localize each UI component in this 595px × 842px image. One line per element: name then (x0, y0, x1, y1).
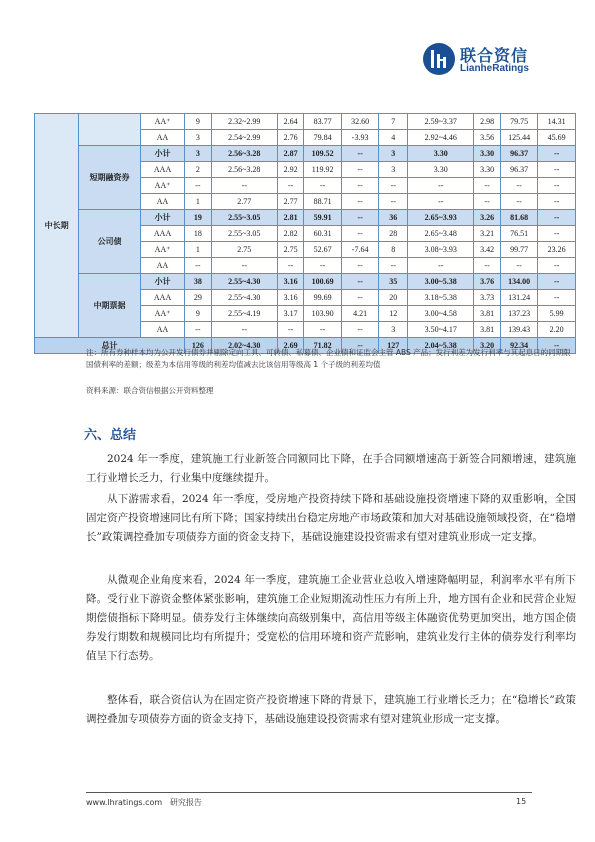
table-cell: 3.26 (474, 210, 500, 226)
table-cell: 23.26 (538, 242, 576, 258)
table-cell: 3 (185, 146, 211, 162)
table-row (35, 114, 576, 130)
table-cell: 52.67 (304, 242, 342, 258)
table-cell: 3 (379, 322, 408, 338)
table-cell: 126 (185, 338, 211, 354)
table-cell: 2.64 (277, 114, 303, 130)
table-cell: 76.51 (500, 226, 538, 242)
table-cell: 2.32~2.99 (211, 114, 277, 130)
table-cell: 3.16 (277, 290, 303, 306)
table-cell: 137.23 (500, 306, 538, 322)
table-cell: -- (304, 322, 342, 338)
rating-cell: 小计 (140, 210, 184, 226)
table-cell: 2.56~3.28 (211, 146, 277, 162)
table-cell: 4.21 (341, 306, 379, 322)
table-cell: 3.30 (474, 146, 500, 162)
table-cell: 8 (379, 242, 408, 258)
table-cell: 2.81 (277, 210, 303, 226)
table-cell: -- (277, 322, 303, 338)
rating-cell: 小计 (140, 146, 184, 162)
total-label: 总计 (35, 338, 185, 354)
table-cell: 2.55~4.30 (211, 290, 277, 306)
table-cell: 9 (185, 306, 211, 322)
table-source: 资料来源：联合资信根据公开资料整理 (86, 386, 214, 395)
table-cell: -- (341, 338, 379, 354)
table-cell: -- (304, 258, 342, 274)
logo-chinese-text: 联合资信 (460, 46, 529, 65)
table-cell: 2.92~4.46 (408, 130, 474, 146)
table-cell: 3 (379, 162, 408, 178)
table-cell: 18 (185, 226, 211, 242)
table-cell: 96.37 (500, 146, 538, 162)
table-cell: 79.75 (500, 114, 538, 130)
table-cell: -- (538, 210, 576, 226)
table-cell: -- (538, 338, 576, 354)
table-cell: 29 (185, 290, 211, 306)
table-cell: 2.55~3.05 (211, 210, 277, 226)
table-cell: 9 (185, 114, 211, 130)
table-cell: 96.37 (500, 162, 538, 178)
table-cell: 2.55~4.19 (211, 306, 277, 322)
bond-issuance-table (34, 113, 576, 354)
table-cell: -- (341, 194, 379, 210)
table-cell: 3.56 (474, 130, 500, 146)
table-cell: -- (341, 258, 379, 274)
table-cell: -- (341, 210, 379, 226)
table-row (35, 274, 576, 290)
table-cell: -- (538, 194, 576, 210)
table-cell: 2.55~3.05 (211, 226, 277, 242)
logo-english-text: LianheRatings (460, 63, 529, 74)
table-cell: -- (538, 258, 576, 274)
table-cell: 3.42 (474, 242, 500, 258)
table-cell: 20 (379, 290, 408, 306)
table-cell: -- (341, 274, 379, 290)
table-cell: 5.99 (538, 306, 576, 322)
table-cell: 3.73 (474, 290, 500, 306)
lianhe-ratings-logo (422, 42, 562, 78)
table-cell: 99.69 (304, 290, 342, 306)
table-cell: 3.00~4.58 (408, 306, 474, 322)
table-cell: -- (341, 178, 379, 194)
table-cell: 131.24 (500, 290, 538, 306)
table-cell: 92.34 (500, 338, 538, 354)
table-cell: 103.90 (304, 306, 342, 322)
rating-cell: AA (140, 130, 184, 146)
table-cell: 2.56~3.28 (211, 162, 277, 178)
table-cell: -- (304, 178, 342, 194)
table-cell: 2.04~5.38 (408, 338, 474, 354)
table-cell: 59.91 (304, 210, 342, 226)
table-cell: 2.77 (211, 194, 277, 210)
table-cell: -- (474, 178, 500, 194)
table-cell: -- (277, 178, 303, 194)
table-cell: 2.77 (277, 194, 303, 210)
table-cell: -- (211, 258, 277, 274)
table-cell: -- (185, 322, 211, 338)
table-cell: 38 (185, 274, 211, 290)
table-cell: 2.02~4.30 (211, 338, 277, 354)
table-cell: -- (408, 194, 474, 210)
table-cell: 7 (379, 114, 408, 130)
table-row (35, 210, 576, 226)
table-cell: 127 (379, 338, 408, 354)
table-cell: 139.43 (500, 322, 538, 338)
paragraph: 整体看，联合资信认为在固定资产投资增速下降的背景下，建筑施工行业增长乏力；在“稳增长”政策调控叠加专项债券方面的资金支持下，基础设施建设投资需求有望对建筑业形成一定支撑。 (86, 694, 576, 725)
table-cell: 3.21 (474, 226, 500, 242)
footer-url[interactable]: www.lhratings.com (86, 798, 163, 807)
footer-doc-type: 研究报告 (169, 798, 202, 807)
table-note: 注：所有券种样本均为公开发行债券并剔除定向工具、可转债、私募债、企业债和证监会主管 ABS 产品；发行利差为发行利率与其起息日的同期限国债利率的差额；级差为本信用等级的利差均值减去比该信用等级高 1 个子级的利差均值 (86, 348, 571, 369)
table-cell: 2.75 (277, 242, 303, 258)
table-cell: 3.17 (277, 306, 303, 322)
table-cell: 3 (185, 130, 211, 146)
rating-cell: AA (140, 194, 184, 210)
table-cell: -- (408, 178, 474, 194)
paragraph: 从微观企业角度来看，2024 年一季度，建筑施工企业营业总收入增速降幅明显，利润率水平有所下降。受行业下游资金整体紧张影响，建筑施工企业短期流动性压力有所上升，地方国有企业和民营企业短期偿债指标下降明显。债券发行主体继续向高级别集中，高信用等级主体融资优势更加突出，地方国企债券发行期数和规模同比均有所提升；受宽松的信用环境和资产荒影响，建筑业发行主体的债券发行利率均值呈下行态势。 (86, 574, 576, 662)
footer-left (86, 797, 202, 808)
table-cell: -- (341, 226, 379, 242)
rating-cell: AA⁺ (140, 306, 184, 322)
table-cell: 88.71 (304, 194, 342, 210)
table-cell: -- (474, 258, 500, 274)
table-cell: -- (500, 258, 538, 274)
table-cell: 3.81 (474, 306, 500, 322)
table-cell: 99.77 (500, 242, 538, 258)
section-title: 六、总结 (84, 428, 137, 443)
table-cell: 100.69 (304, 274, 342, 290)
table-cell: 32.60 (341, 114, 379, 130)
table-cell: 3.30 (408, 146, 474, 162)
table-cell: 2.98 (474, 114, 500, 130)
table-cell: 3 (379, 146, 408, 162)
table-cell: -- (538, 274, 576, 290)
rating-cell: AA (140, 322, 184, 338)
table-cell: 83.77 (304, 114, 342, 130)
table-cell: 2.20 (538, 322, 576, 338)
table-cell: -- (408, 258, 474, 274)
table-row (35, 146, 576, 162)
table-cell: -- (185, 258, 211, 274)
table-cell: -- (379, 194, 408, 210)
table-cell: 3.00~5.38 (408, 274, 474, 290)
table-cell: 3.18~5.38 (408, 290, 474, 306)
table-cell: 1 (185, 194, 211, 210)
table-cell: 2.59~3.37 (408, 114, 474, 130)
footer-divider (86, 792, 532, 793)
table-cell: -3.93 (341, 130, 379, 146)
table-cell: 2.87 (277, 146, 303, 162)
table-cell: 3.16 (277, 274, 303, 290)
table-cell: 71.82 (304, 338, 342, 354)
table-cell: 125.44 (500, 130, 538, 146)
table-cell: 2.69 (277, 338, 303, 354)
table-cell: 35 (379, 274, 408, 290)
table-cell: 4 (379, 130, 408, 146)
group-short-label: 短期融资券 (79, 146, 141, 210)
table-cell: -- (341, 322, 379, 338)
table-cell: 45.69 (538, 130, 576, 146)
paragraph: 从下游需求看，2024 年一季度，受房地产投资持续下降和基础设施投资增速下降的双重影响，全国固定资产投资增速同比有所下降；国家持续出台稳定房地产市场政策和加大对基础设施领域投资，在“稳增长”政策调控叠加专项债券方面的资金支持下，基础设施建设投资需求有望对建筑业形成一定支撑。 (86, 493, 576, 543)
lianhe-logo-icon (422, 42, 456, 76)
table-cell: -7.64 (341, 242, 379, 258)
table-cell: 2.92 (277, 162, 303, 178)
table-cell: 134.00 (500, 274, 538, 290)
rating-cell: AA⁺ (140, 114, 184, 130)
rating-cell: AA (140, 258, 184, 274)
table-cell: 2.82 (277, 226, 303, 242)
table-cell: 2.54~2.99 (211, 130, 277, 146)
table-cell: 19 (185, 210, 211, 226)
table-cell: -- (474, 194, 500, 210)
table-cell: -- (538, 162, 576, 178)
page-number: 15 (516, 797, 527, 806)
table-cell: 81.68 (500, 210, 538, 226)
table-cell: 14.31 (538, 114, 576, 130)
table-cell: 2.75 (211, 242, 277, 258)
paragraph: 2024 年一季度，建筑施工行业新签合同额同比下降，在手合同额增速高于新签合同额增速，建筑施工行业增长乏力，行业集中度继续提升。 (86, 453, 576, 484)
table-cell: -- (185, 178, 211, 194)
table-cell: 2 (185, 162, 211, 178)
table-cell: -- (341, 162, 379, 178)
table-cell: 119.92 (304, 162, 342, 178)
table-cell: 109.52 (304, 146, 342, 162)
table-cell: 28 (379, 226, 408, 242)
table-cell: 3.30 (408, 162, 474, 178)
table-cell: 3.50~4.17 (408, 322, 474, 338)
group-prev-label (79, 114, 141, 146)
table-cell: -- (538, 226, 576, 242)
table-cell: -- (341, 146, 379, 162)
table-cell: 2.65~3.93 (408, 210, 474, 226)
table-cell: 79.84 (304, 130, 342, 146)
table-cell: -- (500, 194, 538, 210)
table-cell: -- (538, 290, 576, 306)
table-cell: 60.31 (304, 226, 342, 242)
table-cell: -- (211, 322, 277, 338)
group-corp-label: 公司债 (79, 210, 141, 274)
table-cell: 3.30 (474, 162, 500, 178)
table-cell: 12 (379, 306, 408, 322)
table-cell: -- (379, 258, 408, 274)
table-cell: -- (211, 178, 277, 194)
table-cell: -- (538, 146, 576, 162)
table-cell: -- (379, 178, 408, 194)
rating-cell: AAA (140, 162, 184, 178)
table-cell: 3.20 (474, 338, 500, 354)
rating-cell: AA⁺ (140, 242, 184, 258)
table-cell: 3.76 (474, 274, 500, 290)
table-cell: -- (500, 178, 538, 194)
table-cell: 3.08~3.93 (408, 242, 474, 258)
rating-cell: 小计 (140, 274, 184, 290)
group-main-label: 中长期 (35, 114, 79, 338)
group-mtn-label: 中期票据 (79, 274, 141, 338)
table-cell: 2.76 (277, 130, 303, 146)
table-cell: -- (277, 258, 303, 274)
table-cell: 3.81 (474, 322, 500, 338)
table-cell: 1 (185, 242, 211, 258)
rating-cell: AAA (140, 226, 184, 242)
rating-cell: AAA (140, 290, 184, 306)
table-cell: -- (341, 290, 379, 306)
table-cell: 2.65~3.48 (408, 226, 474, 242)
table-cell: 36 (379, 210, 408, 226)
table-cell: -- (538, 178, 576, 194)
table-cell: 2.55~4.30 (211, 274, 277, 290)
rating-cell: AA⁺ (140, 178, 184, 194)
